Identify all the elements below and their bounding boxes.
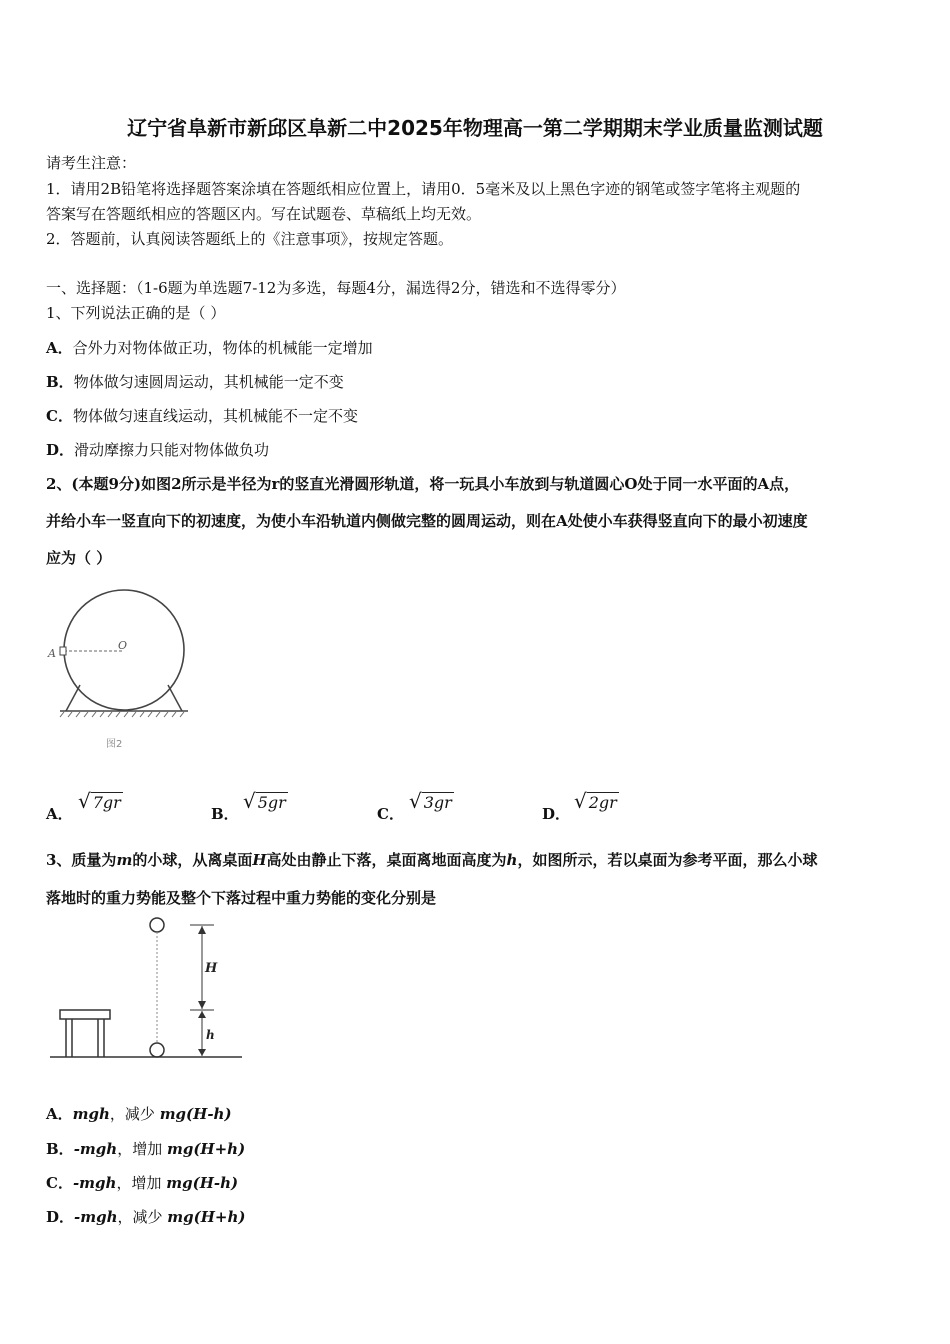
notice-heading: 请考生注意： (46, 154, 137, 172)
q2-option-b-value: √ 5gr (243, 789, 286, 813)
q3-option-b: B．-mgh，增加 mg(H+h) (46, 1140, 246, 1158)
fig3-label-h-lower: h (206, 1028, 215, 1042)
q3-stem-line-1: 3、质量为m的小球，从离桌面H高处由静止下落，桌面离地面高度为h，如图所示，若以桌面为参考平面，那么小球 (46, 851, 818, 869)
q2-option-d-value: √ 2gr (574, 789, 617, 813)
q2-option-d-label: D． (542, 805, 571, 823)
q2-option-a-value: √ 7gr (78, 789, 121, 813)
notice-line-3: 2．答题前，认真阅读答题纸上的《注意事项》，按规定答题。 (46, 230, 454, 248)
q2-stem-line-3: 应为（ ） (46, 549, 112, 567)
fig2-point-o: O (118, 639, 128, 652)
q2-circular-track-figure (46, 585, 196, 755)
q2-option-c-value: √ 3gr (409, 789, 452, 813)
q3-stem-line-2: 落地时的重力势能及整个下落过程中重力势能的变化分别是 (46, 889, 437, 907)
fig3-label-h-upper: H (205, 961, 218, 976)
q2-option-a-label: A． (46, 805, 73, 823)
q2-stem-line-2: 并给小车一竖直向下的初速度，为使小车沿轨道内侧做完整的圆周运动，则在A处使小车获得竖直向下的最小初速度 (46, 512, 808, 530)
q2-option-c-label: C． (377, 805, 404, 823)
q3-falling-ball-figure (46, 912, 246, 1064)
q3-option-d: D．-mgh，减少 mg(H+h) (46, 1208, 246, 1226)
fig2-caption: 图2 (106, 739, 123, 750)
section-heading: 一、选择题：（1-6题为单选题7-12为多选，每题4分，漏选得2分，错选和不选得零分） (46, 279, 626, 297)
q1-option-c: C．物体做匀速直线运动，其机械能不一定不变 (46, 407, 358, 425)
q2-option-b-label: B． (211, 805, 239, 823)
q2-stem-line-1: 2、(本题9分)如图2所示是半径为r的竖直光滑圆形轨道，将一玩具小车放到与轨道圆心O处于同一水平面的A点， (46, 475, 800, 493)
fig2-point-a: A (48, 647, 56, 660)
q1-option-b: B．物体做匀速圆周运动，其机械能一定不变 (46, 373, 344, 391)
q1-option-d: D．滑动摩擦力只能对物体做负功 (46, 441, 270, 459)
notice-line-2: 答案写在答题纸相应的答题区内。写在试题卷、草稿纸上均无效。 (46, 205, 482, 223)
notice-line-1: 1．请用2B铅笔将选择题答案涂填在答题纸相应位置上，请用0．5毫米及以上黑色字迹的钢笔或签字笔将主观题的 (46, 180, 801, 198)
q1-stem: 1、下列说法正确的是（ ） (46, 304, 226, 322)
q1-option-a: A．合外力对物体做正功，物体的机械能一定增加 (46, 339, 373, 357)
q3-option-c: C．-mgh，增加 mg(H-h) (46, 1174, 239, 1192)
q3-option-a: A．mgh，减少 mg(H-h) (46, 1105, 232, 1123)
page-title: 辽宁省阜新市新邱区阜新二中2025年物理高一第二学期期末学业质量监测试题 (127, 116, 823, 140)
